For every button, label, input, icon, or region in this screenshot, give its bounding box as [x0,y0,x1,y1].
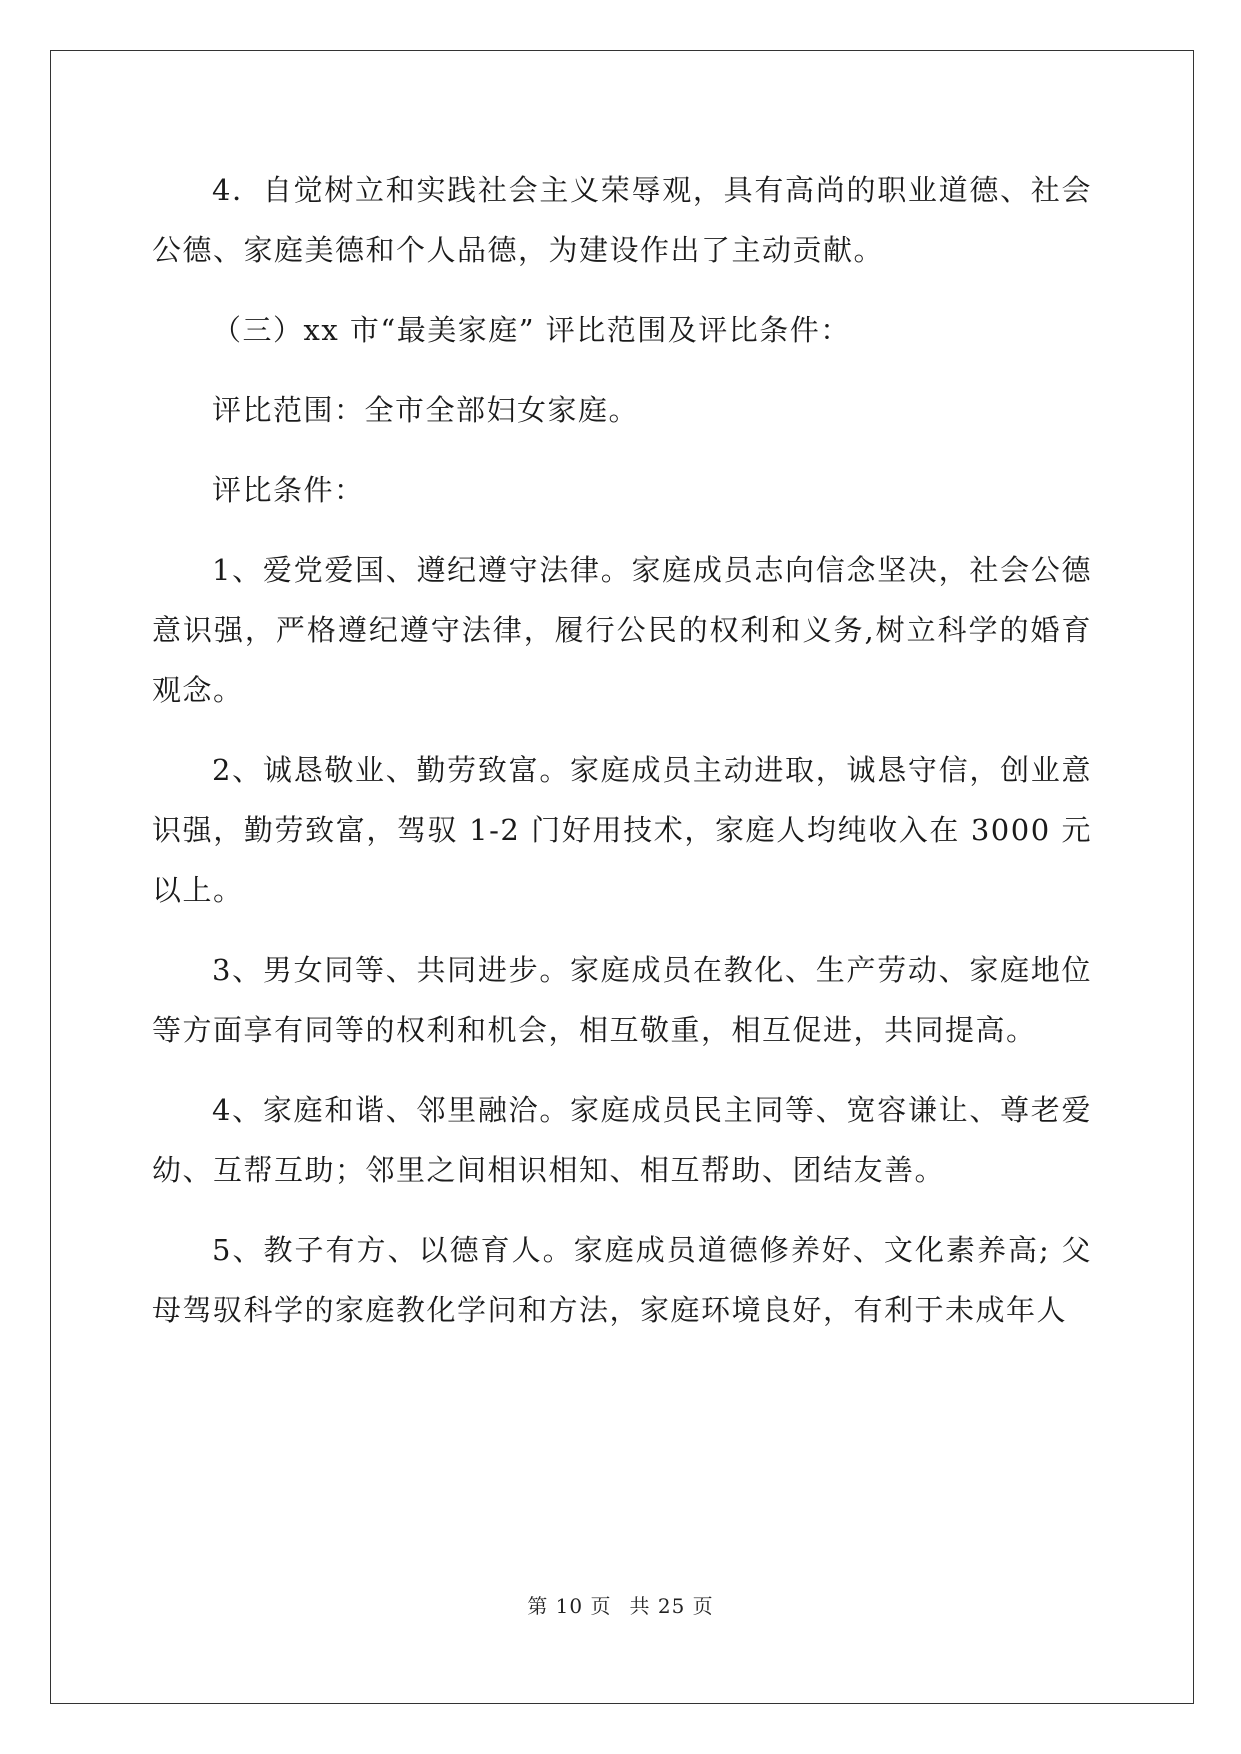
page-footer [0,1590,1241,1619]
paragraph: 4．自觉树立和实践社会主义荣辱观，具有高尚的职业道德、社会公德、家庭美德和个人品德，为建设作出了主动贡献。 [152,173,1092,267]
paragraph: 3、男女同等、共同进步。家庭成员在教化、生产劳动、家庭地位等方面享有同等的权利和机会，相互敬重，相互促进，共同提高。 [152,953,1092,1047]
paragraph: 5、教子有方、以德育人。家庭成员道德修养好、文化素养高; 父母驾驭科学的家庭教化学问和方法，家庭环境良好，有利于未成年人 [152,1233,1092,1327]
section-heading: （三）xx 市“最美家庭” 评比范围及评比条件： [212,313,851,347]
paragraph: 4、家庭和谐、邻里融洽。家庭成员民主同等、宽容谦让、尊老爱幼、互帮互助；邻里之间相识相知、相互帮助、团结友善。 [152,1093,1092,1187]
document-body [152,160,1092,1360]
paragraph: 1、爱党爱国、遵纪遵守法律。家庭成员志向信念坚决，社会公德意识强，严格遵纪遵守法律，履行公民的权利和义务,树立科学的婚育观念。 [152,553,1092,707]
paragraph: 评比条件： [212,473,365,507]
paragraph: 评比范围：全市全部妇女家庭。 [212,393,640,427]
paragraph: 2、诚恳敬业、勤劳致富。家庭成员主动进取，诚恳守信，创业意识强，勤劳致富，驾驭 1-2 门好用技术，家庭人均纯收入在 3000 元以上。 [152,753,1092,907]
page-total: 共 25 页 [629,1594,714,1618]
page-number: 第 10 页 [527,1594,612,1618]
